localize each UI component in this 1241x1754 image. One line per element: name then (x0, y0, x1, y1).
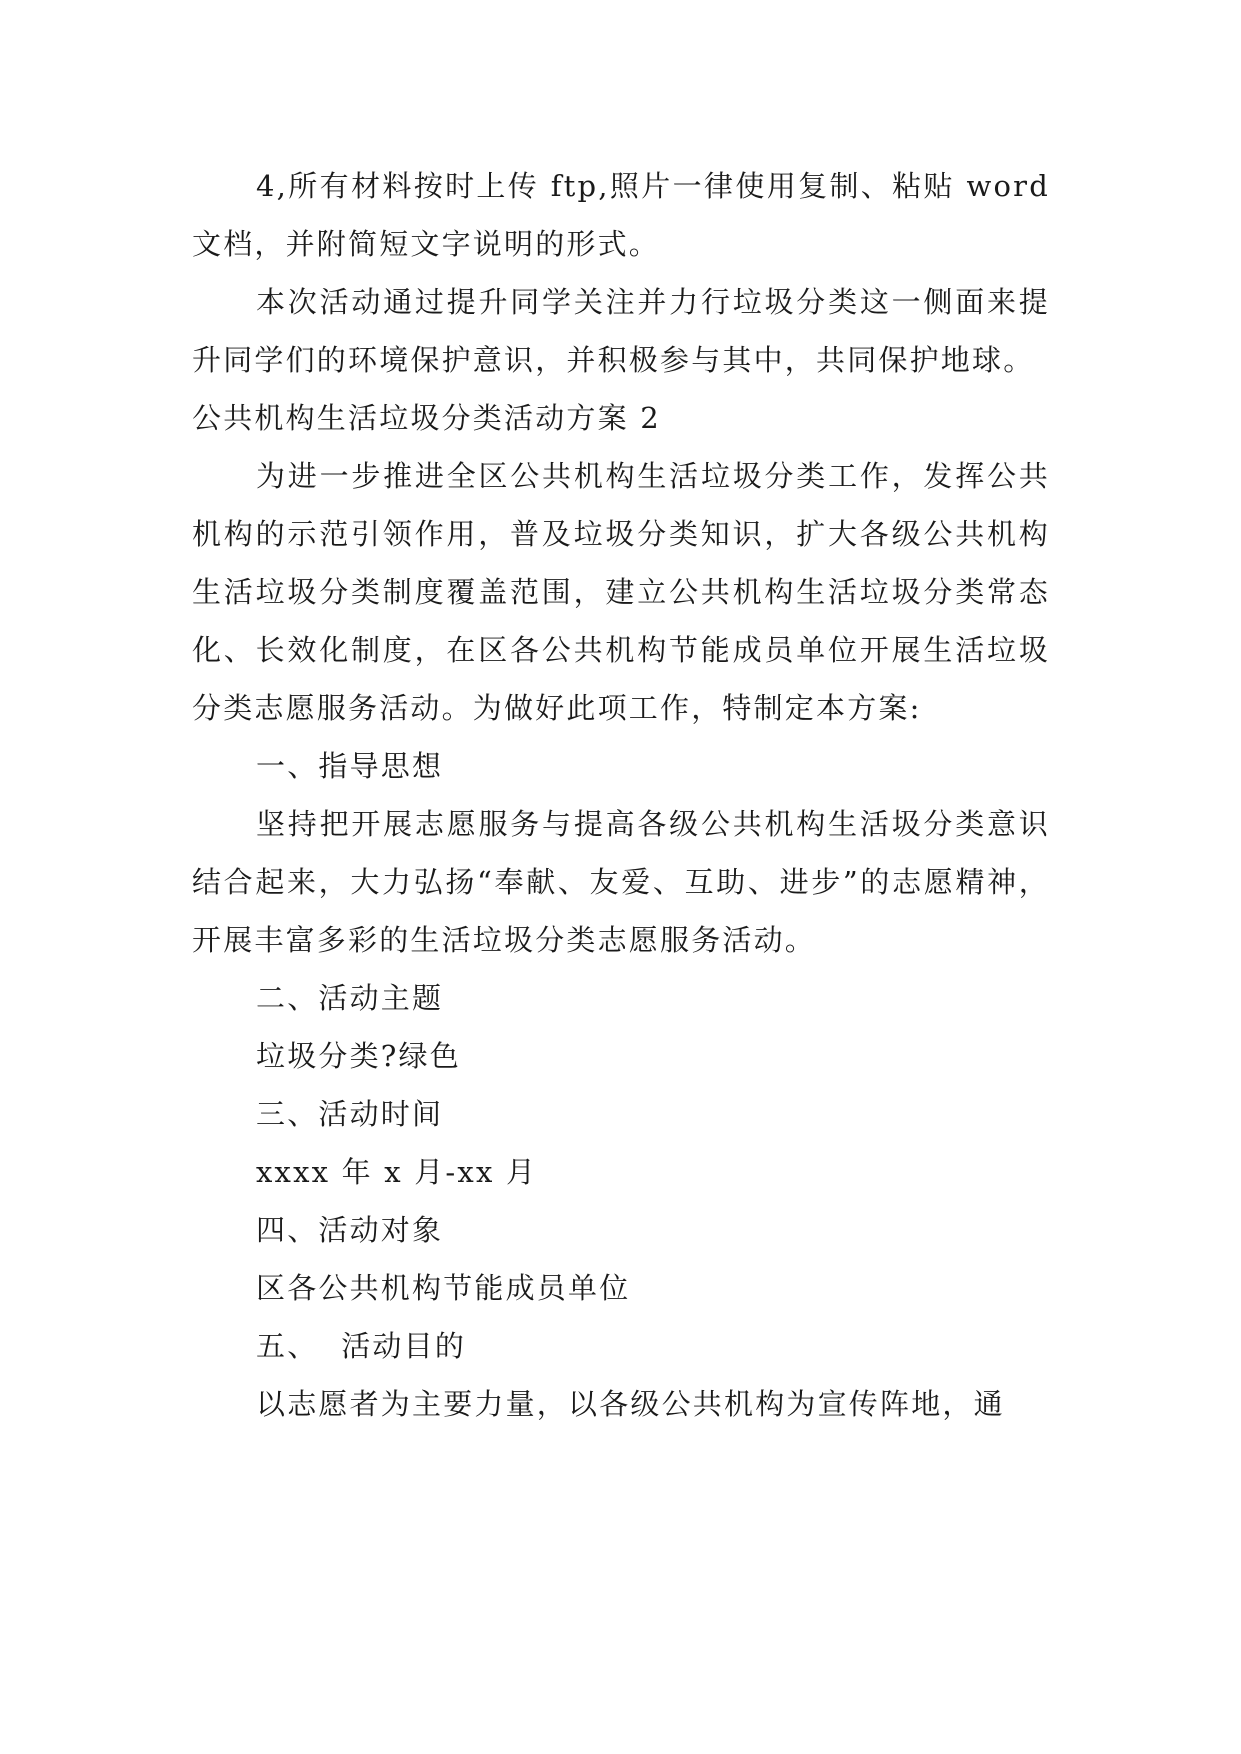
heading-guiding-ideology: 一、指导思想 (256, 749, 444, 783)
heading-activity-time: 三、活动时间 (256, 1097, 444, 1131)
heading-activity-target: 四、活动对象 (256, 1213, 444, 1247)
paragraph-activity-purpose: 以志愿者为主要力量，以各级公共机构为宣传阵地，通 (256, 1387, 1005, 1421)
paragraph-activity-theme: 垃圾分类?绿色 (256, 1039, 461, 1073)
paragraph-activity-target: 区各公共机构节能成员单位 (256, 1271, 631, 1305)
section-title-plan-2: 公共机构生活垃圾分类活动方案 2 (192, 401, 661, 435)
heading-activity-theme: 二、活动主题 (256, 981, 444, 1015)
paragraph-materials-upload: 4,所有材料按时上传 ftp,照片一律使用复制、粘贴 word 文档，并附简短文字说明的形式。 (192, 169, 1050, 261)
document-body (192, 157, 1050, 1433)
paragraph-activity-time: xxxx 年 x 月-xx 月 (256, 1155, 538, 1189)
paragraph-plan-intro: 为进一步推进全区公共机构生活垃圾分类工作，发挥公共机构的示范引领作用，普及垃圾分类知识，扩大各级公共机构生活垃圾分类制度覆盖范围，建立公共机构生活垃圾分类常态化、长效化制度，在区各公共机构节能成员单位开展生活垃圾分类志愿服务活动。为做好此项工作，特制定本方案: (192, 459, 1050, 725)
heading-activity-purpose: 五、 活动目的 (256, 1329, 467, 1363)
paragraph-activity-summary: 本次活动通过提升同学关注并力行垃圾分类这一侧面来提升同学们的环境保护意识，并积极参与其中，共同保护地球。 (192, 285, 1050, 377)
paragraph-guiding-ideology: 坚持把开展志愿服务与提高各级公共机构生活圾分类意识结合起来，大力弘扬“奉献、友爱、互助、进步”的志愿精神，开展丰富多彩的生活垃圾分类志愿服务活动。 (192, 807, 1050, 957)
